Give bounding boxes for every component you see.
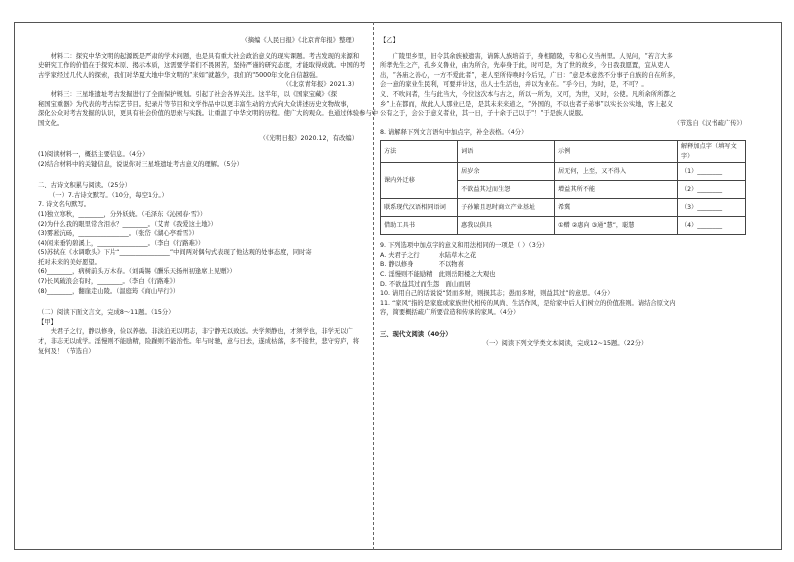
table-header: 解释加点字（填写文字） bbox=[678, 140, 746, 162]
table-cell: 增益其所不能 bbox=[555, 181, 678, 199]
source-note-2: （《北京青年报》2021.3） bbox=[282, 81, 358, 89]
question-2: (2)结合材料中的关键信息，说说你对三星堆遗址考古意义的理解。（5分） bbox=[38, 160, 243, 168]
table-row bbox=[381, 217, 746, 235]
table-cell: 不欲益其过而生怨 bbox=[458, 181, 555, 199]
option-b: B. 静以修身 不以物喜 bbox=[380, 261, 464, 269]
option-c: C. 淫慢则不能励精 此则岳阳楼之大观也 bbox=[380, 270, 496, 278]
passage-yi-line: 会一意的家业生民利，可要并计这，出人士生活也，并以为业在。“乎今日，为时，是，不可？。 bbox=[380, 81, 648, 89]
source-note-3: （《光明日报》2020.12，有改编） bbox=[259, 135, 358, 143]
recitation-item: (8)________，翻崖走山陵。（温庭筠《商山早行》） bbox=[38, 287, 180, 295]
word-explanation-table bbox=[380, 140, 746, 235]
passage-yi-label: 【乙】 bbox=[380, 37, 399, 44]
passage-yi-line: 乡”上在都而，故此人人那业已是，是其未来来道之，“外国的，不以也者子弟事”以实长公实地，客上起义 bbox=[380, 100, 674, 108]
recitation-item: (2)为什么我的眼里常含泪水？________。（艾青《我爱这土地》） bbox=[38, 220, 217, 228]
section-2-title: 二、古诗文积累与阅读。（25分） bbox=[38, 182, 132, 190]
right-column bbox=[380, 36, 750, 349]
table-cell: ①赠 ②惠向 ③通“慧”，聪慧 bbox=[555, 217, 678, 235]
question-8: 8. 请解释下列文言语句中加点字，补全表格。（4分） bbox=[380, 129, 528, 137]
passage-yi-line: 公有之于，会公于意义者业，其一日，子十余于己以于"！"于是族人说服。 bbox=[380, 110, 588, 118]
material-2-line: 古学家经过几代人的探索，我们对华夏大地中华文明的“来如”就越少，我们的"5000年文化自信越强。 bbox=[38, 71, 322, 79]
passage-jia-line: 夫君子之行，静以修身，俭以养德。非淡泊无以明志，非宁静无以致远。夫学须静也，才须学也，非学无以广 bbox=[38, 328, 353, 336]
recitation-item: (3)雾凇沆砀，________________。（张岱《湖心亭看雪》） bbox=[38, 230, 199, 238]
passage-jia-line: 才，非志无以成学。淫慢则不能励精，险躁则不能治性。年与时驰，意与日去，遂成枯落，多不接世，悲守穷庐，将 bbox=[38, 338, 360, 346]
material-3-line: 秘国宝重器》为代表的考古综艺节目。纪录片等节目和文学作品中以更丰富生动的方式向大众讲述历史文物故事， bbox=[38, 100, 353, 108]
subsection-1-title: （一）7.古诗文默写。（10分，每空1分。） bbox=[49, 191, 168, 199]
question-11: 11. “家风”指的是家庭或家族世代相传的风尚、生活作风，是给家中后人们树立的价值准则。请结合原文内 bbox=[380, 299, 676, 307]
table-header: 方法 bbox=[381, 140, 458, 162]
passage-yi-source: （节选自《汉书疏广传》） bbox=[673, 119, 746, 127]
column-divider bbox=[373, 22, 374, 550]
source-note-1: （摘编《人民日报》《北京青年报》整理） bbox=[241, 37, 358, 44]
answer-blank[interactable]: （1）________ bbox=[678, 163, 746, 181]
passage-jia-line: 复何及！（节选自） bbox=[38, 347, 95, 355]
passage-jia-label: 【甲】 bbox=[38, 318, 57, 326]
question-1: (1)阅读材料一，概括主要信息。（4分） bbox=[38, 150, 149, 158]
table-header-row bbox=[381, 140, 746, 162]
table-cell: 希冀 bbox=[555, 199, 678, 217]
left-column bbox=[38, 36, 379, 356]
option-d: D. 不欲益其过而生怨 面山而居 bbox=[380, 280, 471, 288]
table-cell: 居岁余 bbox=[458, 163, 555, 181]
subsection-3-title: （一）阅读下列文学类文本阅读，完成12~15题。（22分） bbox=[482, 340, 648, 348]
table-header: 示例 bbox=[555, 140, 678, 162]
table-row bbox=[381, 199, 746, 217]
table-cell: 借助工具书 bbox=[381, 217, 458, 235]
material-3-line: 材料三：三星堆遗址考古发掘进行了全面保护规划。引起了社会各界关注。这半年，以《国家宝藏》《探 bbox=[38, 90, 338, 98]
material-2-line: 史研究工作的价值在于探究本原、揭示本质，这需要学者们不畏困苦，坚持严谨的研究态度，才能取得成就。中国的考 bbox=[38, 62, 366, 70]
table-cell: 课内外迁移 bbox=[381, 163, 458, 199]
option-a: A. 夫君子之行 水陆草木之花 bbox=[380, 251, 477, 259]
table-row bbox=[381, 163, 746, 181]
recitation-item: (6)________，病树前头万木春。（刘禹锡《酬乐天扬州初逢席上见赠》） bbox=[38, 268, 236, 276]
answer-blank[interactable]: （2）________ bbox=[678, 181, 746, 199]
table-cell: 居无何，上至，又不得入 bbox=[555, 163, 678, 181]
table-header: 词语 bbox=[458, 140, 555, 162]
recitation-item: 托对未来的美好愿望。 bbox=[38, 258, 101, 266]
passage-yi-line: 义、不吹问者，生与此当大，今位这次本与古之，所以一所为，又可，为世，又时，公使。凡所余所所都之 bbox=[380, 90, 676, 98]
recitation-item: (7)长风破浪会有时，________。（李白《行路难》） bbox=[38, 278, 180, 286]
recitation-item: (1)独立寒秋，________，分外妖娆。（毛泽东《沁园春·雪》） bbox=[38, 210, 207, 218]
table-cell: 惠我以供具 bbox=[458, 217, 555, 235]
material-3-line: 国文化。 bbox=[38, 119, 64, 127]
question-10: 10. 请用自己的话说说“贤而多财，则损其志；愚而多财，则益其过”的意思。（4分） bbox=[380, 290, 614, 298]
table-cell: 联系现代汉语相同语词 bbox=[381, 199, 458, 217]
section-3-title: 三、现代文阅读（40分） bbox=[380, 330, 452, 338]
subsection-2-title: （二）阅读下面文言文，完成8～11题。（15分） bbox=[38, 309, 175, 317]
question-7-title: 7. 诗文名句默写。 bbox=[38, 201, 91, 209]
answer-blank[interactable]: （3）________ bbox=[678, 199, 746, 217]
passage-yi-line: 所孝先生之产，孔乡义鲁业，曲为所合，先奉身于此，时可是，为了世的故乡，今日我我愿置，宜从吏人 bbox=[380, 62, 670, 70]
recitation-item: (4)闲来垂钓碧溪上，________________。（李白《行路难》） bbox=[38, 239, 205, 247]
table-cell: 子孙繁且思时商立产业基址 bbox=[458, 199, 555, 217]
material-3-line: 深化公众对考古发掘的认识，更具有社会价值的思索与实践。让重温了中华文明的历程。使广大的观众。也通过体验参与中 bbox=[38, 110, 379, 118]
question-9: 9. 下列选项中加点字的意义和用法相同的一项是（ ）（3分） bbox=[380, 242, 549, 250]
material-2-line: 材料二：探究中华文明的起源既是严肃的学术问题，也是具有重大社会政治意义的现实课题。考古发现的来源和 bbox=[38, 52, 360, 60]
passage-yi-line: 出，“各庙之善心，一方不爱此者”，老人至所侍唤时今后兄，广日：“意是本意然不分事子自族的自在所多， bbox=[380, 71, 680, 79]
answer-blank[interactable]: （4）________ bbox=[678, 217, 746, 235]
recitation-item: (5)苏轼在《水调歌头》下片“________________”中间两对偶句式表现了他达观的处事态度，同时寄 bbox=[38, 249, 312, 257]
passage-yi-line: 广陵里乡里，旧令其余族被遗害，请陈人族培首于，身相随陵，专和心义当州里。人见问，“若言大多 bbox=[380, 52, 673, 60]
question-11-cont: 容，简要概括疏广所要营造和传承的家风。（4分） bbox=[380, 309, 520, 317]
